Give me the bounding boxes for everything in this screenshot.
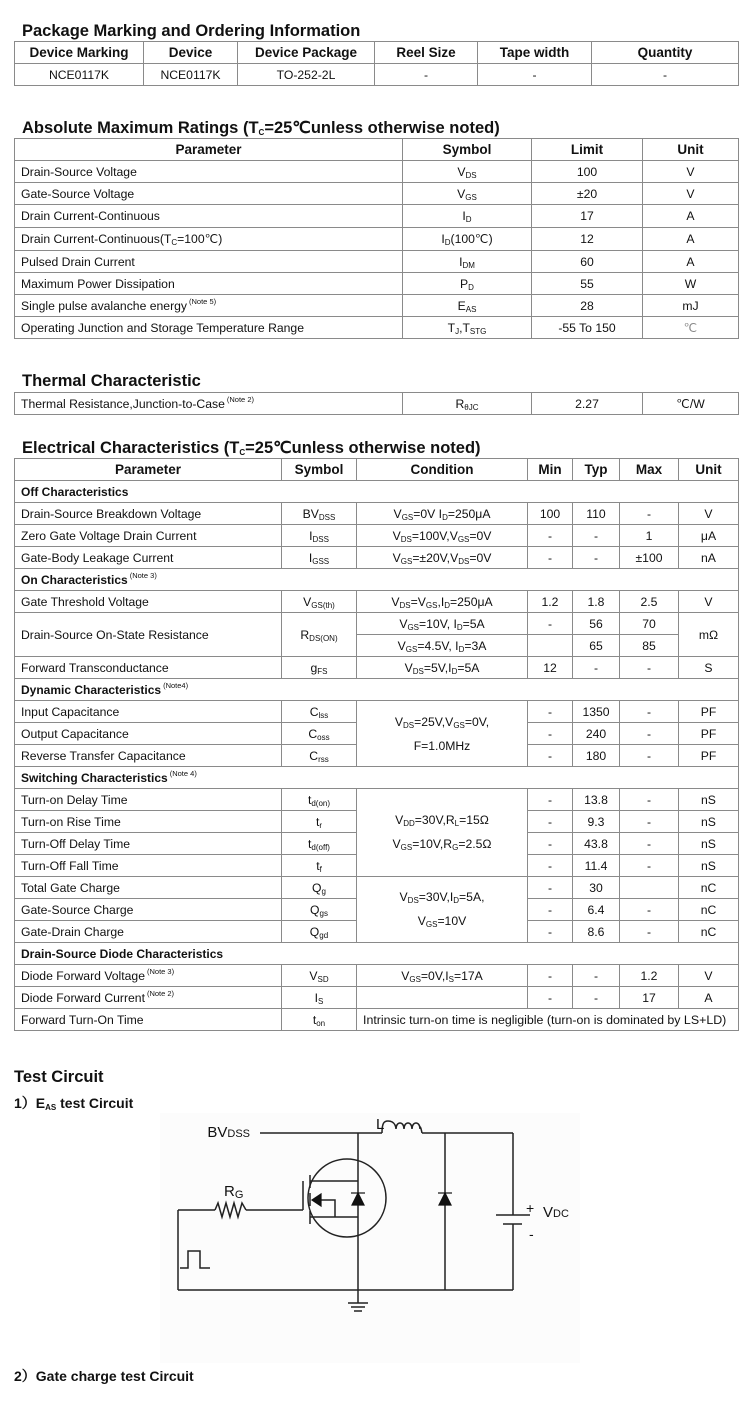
typ: -	[573, 987, 620, 1009]
limit: 28	[532, 295, 643, 317]
symbol: $V_{SD}$	[282, 965, 357, 987]
max: -	[620, 855, 679, 877]
condition: $V_{GS}=0V$ $I_D=250\mu A$	[357, 503, 528, 525]
typ: 180	[573, 745, 620, 767]
symbol: $I_S$	[282, 987, 357, 1009]
group-switching: Switching Characteristics $^{(Note 4)}$	[15, 767, 739, 789]
param: Drain-Source Voltage	[15, 161, 403, 183]
param: Gate-Source Voltage	[15, 183, 403, 205]
max	[620, 877, 679, 899]
table-row	[15, 251, 739, 273]
symbol: $V_{DS}$	[403, 161, 532, 183]
condition: $V_{DS}=25V,V_{GS}=0V$, F=1.0MHz	[357, 701, 528, 767]
cell: -	[592, 64, 739, 86]
param: Drain Current-$Continuous(T_C=100℃)$	[15, 228, 403, 251]
symbol: $P_D$	[403, 273, 532, 295]
param: Turn-Off Fall Time	[15, 855, 282, 877]
condition: $V_{GS}=\pm 20V,V_{DS}=0V$	[357, 547, 528, 569]
symbol: $C_{lss}$	[282, 701, 357, 723]
unit: V	[643, 183, 739, 205]
col-device-marking: Device Marking	[15, 42, 144, 64]
inductor-label: L	[376, 1116, 385, 1133]
symbol: $C_{rss}$	[282, 745, 357, 767]
typ: 30	[573, 877, 620, 899]
unit: PF	[679, 701, 739, 723]
col-parameter: Parameter	[15, 139, 403, 161]
symbol: $I_{DSS}$	[282, 525, 357, 547]
symbol: $BV_{DSS}$	[282, 503, 357, 525]
col-unit: Unit	[679, 459, 739, 481]
min: -	[528, 965, 573, 987]
electrical-table	[14, 458, 739, 1031]
min: -	[528, 525, 573, 547]
min: -	[528, 811, 573, 833]
max: -	[620, 657, 679, 679]
limit: 60	[532, 251, 643, 273]
param: Drain-Source On-State Resistance	[15, 613, 282, 657]
typ: -	[573, 657, 620, 679]
unit: nS	[679, 833, 739, 855]
col-parameter: Parameter	[15, 459, 282, 481]
symbol: $t_f$	[282, 855, 357, 877]
table-row	[15, 317, 739, 339]
param: Turn-on Rise Time	[15, 811, 282, 833]
col-limit: Limit	[532, 139, 643, 161]
rg-label: RG	[224, 1183, 244, 1201]
max: -	[620, 723, 679, 745]
value: 2.27	[532, 393, 643, 415]
max: ±100	[620, 547, 679, 569]
table-row	[15, 64, 739, 86]
unit: nS	[679, 811, 739, 833]
param: Input Capacitance	[15, 701, 282, 723]
min: -	[528, 833, 573, 855]
max: 1.2	[620, 965, 679, 987]
cell: -	[478, 64, 592, 86]
max: 17	[620, 987, 679, 1009]
param: Drain-Source Breakdown Voltage	[15, 503, 282, 525]
table-row	[15, 965, 739, 987]
typ: -	[573, 965, 620, 987]
typ: 9.3	[573, 811, 620, 833]
abs-max-title: Absolute Maximum Ratings ($T_C=25℃unless$ otherwise noted)	[22, 119, 500, 137]
unit: PF	[679, 723, 739, 745]
min: -	[528, 855, 573, 877]
symbol: $V_{GS(th)}$	[282, 591, 357, 613]
group-dynamic: Dynamic Characteristics $^{(Note4)}$	[15, 679, 739, 701]
max: -	[620, 833, 679, 855]
typ: 6.4	[573, 899, 620, 921]
symbol: $T_J,T_{STG}$	[403, 317, 532, 339]
unit: V	[679, 591, 739, 613]
max: -	[620, 745, 679, 767]
col-quantity: Quantity	[592, 42, 739, 64]
unit: nC	[679, 899, 739, 921]
min: -	[528, 877, 573, 899]
unit: ℃/W	[643, 393, 739, 415]
min: -	[528, 547, 573, 569]
unit: nA	[679, 547, 739, 569]
symbol: $t_{d(on)}$	[282, 789, 357, 811]
limit: 55	[532, 273, 643, 295]
vdc-label: VDC	[543, 1204, 569, 1221]
condition: $V_{DS}=5V,I_D=5A$	[357, 657, 528, 679]
symbol: $t_{on}$	[282, 1009, 357, 1031]
table-row	[15, 525, 739, 547]
typ: 43.8	[573, 833, 620, 855]
plus-label: +	[526, 1200, 535, 1216]
symbol: $Q_g$	[282, 877, 357, 899]
condition: $V_{GS}=0V,I_S=17A$	[357, 965, 528, 987]
diode-icon	[439, 1193, 451, 1205]
table-row	[15, 228, 739, 251]
table-row	[15, 877, 739, 899]
cell: -	[375, 64, 478, 86]
cell: NCE0117K	[144, 64, 238, 86]
symbol: $R_{\theta JC}$	[403, 393, 532, 415]
unit: mJ	[643, 295, 739, 317]
ordering-title: Package Marking and Ordering Information	[22, 22, 361, 40]
param: Gate-Drain Charge	[15, 921, 282, 943]
max: -	[620, 503, 679, 525]
thermal-table	[14, 392, 739, 415]
electrical-title: Electrical Characteristics ($T_C=25℃unless$ otherwise noted)	[22, 439, 481, 457]
min: -	[528, 899, 573, 921]
group-off: Off Characteristics	[15, 481, 739, 503]
eas-circuit-heading: $1)E_{AS}$ test Circuit	[14, 1095, 134, 1112]
min: -	[528, 987, 573, 1009]
typ: 13.8	[573, 789, 620, 811]
symbol: $I_{GSS}$	[282, 547, 357, 569]
col-reel-size: Reel Size	[375, 42, 478, 64]
param: Gate Threshold Voltage	[15, 591, 282, 613]
symbol: $Q_{gs}$	[282, 899, 357, 921]
cell: NCE0117K	[15, 64, 144, 86]
limit: 12	[532, 228, 643, 251]
param: Pulsed Drain Current	[15, 251, 403, 273]
table-row	[15, 205, 739, 228]
symbol: $t_r$	[282, 811, 357, 833]
table-row	[15, 657, 739, 679]
limit: -55 To 150	[532, 317, 643, 339]
unit: nS	[679, 789, 739, 811]
col-symbol: Symbol	[403, 139, 532, 161]
table-row	[15, 161, 739, 183]
cell: TO-252-2L	[238, 64, 375, 86]
symbol: $I_D(100℃)$	[403, 228, 532, 251]
typ: 56	[573, 613, 620, 635]
min: -	[528, 745, 573, 767]
table-row	[15, 701, 739, 723]
unit: A	[643, 251, 739, 273]
param: Maximum Power Dissipation	[15, 273, 403, 295]
unit: W	[643, 273, 739, 295]
param: Diode Forward Voltage $^{(Note 3)}$	[15, 965, 282, 987]
max: -	[620, 811, 679, 833]
unit: V	[679, 503, 739, 525]
unit: μA	[679, 525, 739, 547]
param: Diode Forward Current $^{(Note 2)}$	[15, 987, 282, 1009]
abs-max-table	[14, 138, 739, 339]
table-row	[15, 183, 739, 205]
typ: 65	[573, 635, 620, 657]
max: -	[620, 899, 679, 921]
param: Zero Gate Voltage Drain Current	[15, 525, 282, 547]
param: Drain Current-Continuous	[15, 205, 403, 228]
col-condition: Condition	[357, 459, 528, 481]
table-row	[15, 295, 739, 317]
eas-test-circuit-diagram	[160, 1113, 580, 1363]
param: Output Capacitance	[15, 723, 282, 745]
param: Turn-on Delay Time	[15, 789, 282, 811]
bvdss-label: BVDSS	[207, 1124, 250, 1141]
min	[528, 635, 573, 657]
symbol: $V_{GS}$	[403, 183, 532, 205]
condition: $V_{DS}=30V,I_D=5A$, $V_{GS}=10V$	[357, 877, 528, 943]
max: -	[620, 921, 679, 943]
symbol: $I_D$	[403, 205, 532, 228]
unit: nC	[679, 877, 739, 899]
param: Forward Turn-On Time	[15, 1009, 282, 1031]
typ: 1350	[573, 701, 620, 723]
typ: -	[573, 547, 620, 569]
condition: $V_{DD}=30V,R_L=15\Omega$ $V_{GS}=10V,R_G=2.5\Omega$	[357, 789, 528, 877]
unit: V	[679, 965, 739, 987]
param: Turn-Off Delay Time	[15, 833, 282, 855]
min: 100	[528, 503, 573, 525]
limit: 17	[532, 205, 643, 228]
symbol: $R_{DS(ON)}$	[282, 613, 357, 657]
col-max: Max	[620, 459, 679, 481]
col-typ: Typ	[573, 459, 620, 481]
ordering-table	[14, 41, 739, 86]
typ: 1.8	[573, 591, 620, 613]
condition: $V_{DS}=V_{GS},I_D=250\mu A$	[357, 591, 528, 613]
min: -	[528, 921, 573, 943]
unit: mΩ	[679, 613, 739, 657]
min: -	[528, 701, 573, 723]
table-row	[15, 547, 739, 569]
table-row	[15, 1009, 739, 1031]
param: Thermal Resistance,Junction-to-Case $^{(Note 2)}$	[15, 393, 403, 415]
param: Gate-Source Charge	[15, 899, 282, 921]
thermal-title: Thermal Characteristic	[22, 372, 201, 390]
symbol: $C_{oss}$	[282, 723, 357, 745]
unit: A	[679, 987, 739, 1009]
group-diode: Drain-Source Diode Characteristics	[15, 943, 739, 965]
unit: A	[643, 228, 739, 251]
col-device: Device	[144, 42, 238, 64]
symbol: $g_{FS}$	[282, 657, 357, 679]
condition	[357, 987, 528, 1009]
table-row	[15, 613, 739, 635]
max: 1	[620, 525, 679, 547]
table-row	[15, 273, 739, 295]
max: 85	[620, 635, 679, 657]
col-unit: Unit	[643, 139, 739, 161]
condition: $V_{GS}=4.5V$, $I_D=3A$	[357, 635, 528, 657]
min: 12	[528, 657, 573, 679]
col-symbol: Symbol	[282, 459, 357, 481]
table-row	[15, 503, 739, 525]
symbol: $Q_{gd}$	[282, 921, 357, 943]
symbol: $I_{DM}$	[403, 251, 532, 273]
max: 70	[620, 613, 679, 635]
max: -	[620, 789, 679, 811]
param: Gate-Body Leakage Current	[15, 547, 282, 569]
unit: S	[679, 657, 739, 679]
table-row	[15, 789, 739, 811]
col-min: Min	[528, 459, 573, 481]
param: Forward Transconductance	[15, 657, 282, 679]
param: Reverse Transfer Capacitance	[15, 745, 282, 767]
min: -	[528, 613, 573, 635]
test-circuit-title: Test Circuit	[14, 1068, 104, 1086]
table-row	[15, 393, 739, 415]
typ: 11.4	[573, 855, 620, 877]
min: -	[528, 723, 573, 745]
symbol: $E_{AS}$	[403, 295, 532, 317]
unit: ℃	[643, 317, 739, 339]
col-device-package: Device Package	[238, 42, 375, 64]
max: 2.5	[620, 591, 679, 613]
unit: nC	[679, 921, 739, 943]
limit: ±20	[532, 183, 643, 205]
condition: Intrinsic turn-on time is negligible (turn-on is dominated by LS+LD)	[357, 1009, 739, 1031]
min: 1.2	[528, 591, 573, 613]
table-row	[15, 987, 739, 1009]
min: -	[528, 789, 573, 811]
condition: $V_{GS}=10V$, $I_D=5A$	[357, 613, 528, 635]
col-tape-width: Tape width	[478, 42, 592, 64]
minus-label: -	[529, 1226, 534, 1242]
param: Single pulse avalanche energy $^{(Note 5)}$	[15, 295, 403, 317]
table-row	[15, 591, 739, 613]
param: Total Gate Charge	[15, 877, 282, 899]
gate-charge-heading: 2）Gate charge test Circuit	[14, 1368, 194, 1384]
group-on: On Characteristics $^{(Note 3)}$	[15, 569, 739, 591]
unit: V	[643, 161, 739, 183]
mosfet-arrow-icon	[312, 1194, 321, 1206]
condition: $V_{DS}=100V,V_{GS}=0V$	[357, 525, 528, 547]
unit: A	[643, 205, 739, 228]
typ: 110	[573, 503, 620, 525]
typ: 240	[573, 723, 620, 745]
symbol: $t_{d(off)}$	[282, 833, 357, 855]
unit: nS	[679, 855, 739, 877]
unit: PF	[679, 745, 739, 767]
typ: 8.6	[573, 921, 620, 943]
typ: -	[573, 525, 620, 547]
param: Operating Junction and Storage Temperature Range	[15, 317, 403, 339]
max: -	[620, 701, 679, 723]
limit: 100	[532, 161, 643, 183]
